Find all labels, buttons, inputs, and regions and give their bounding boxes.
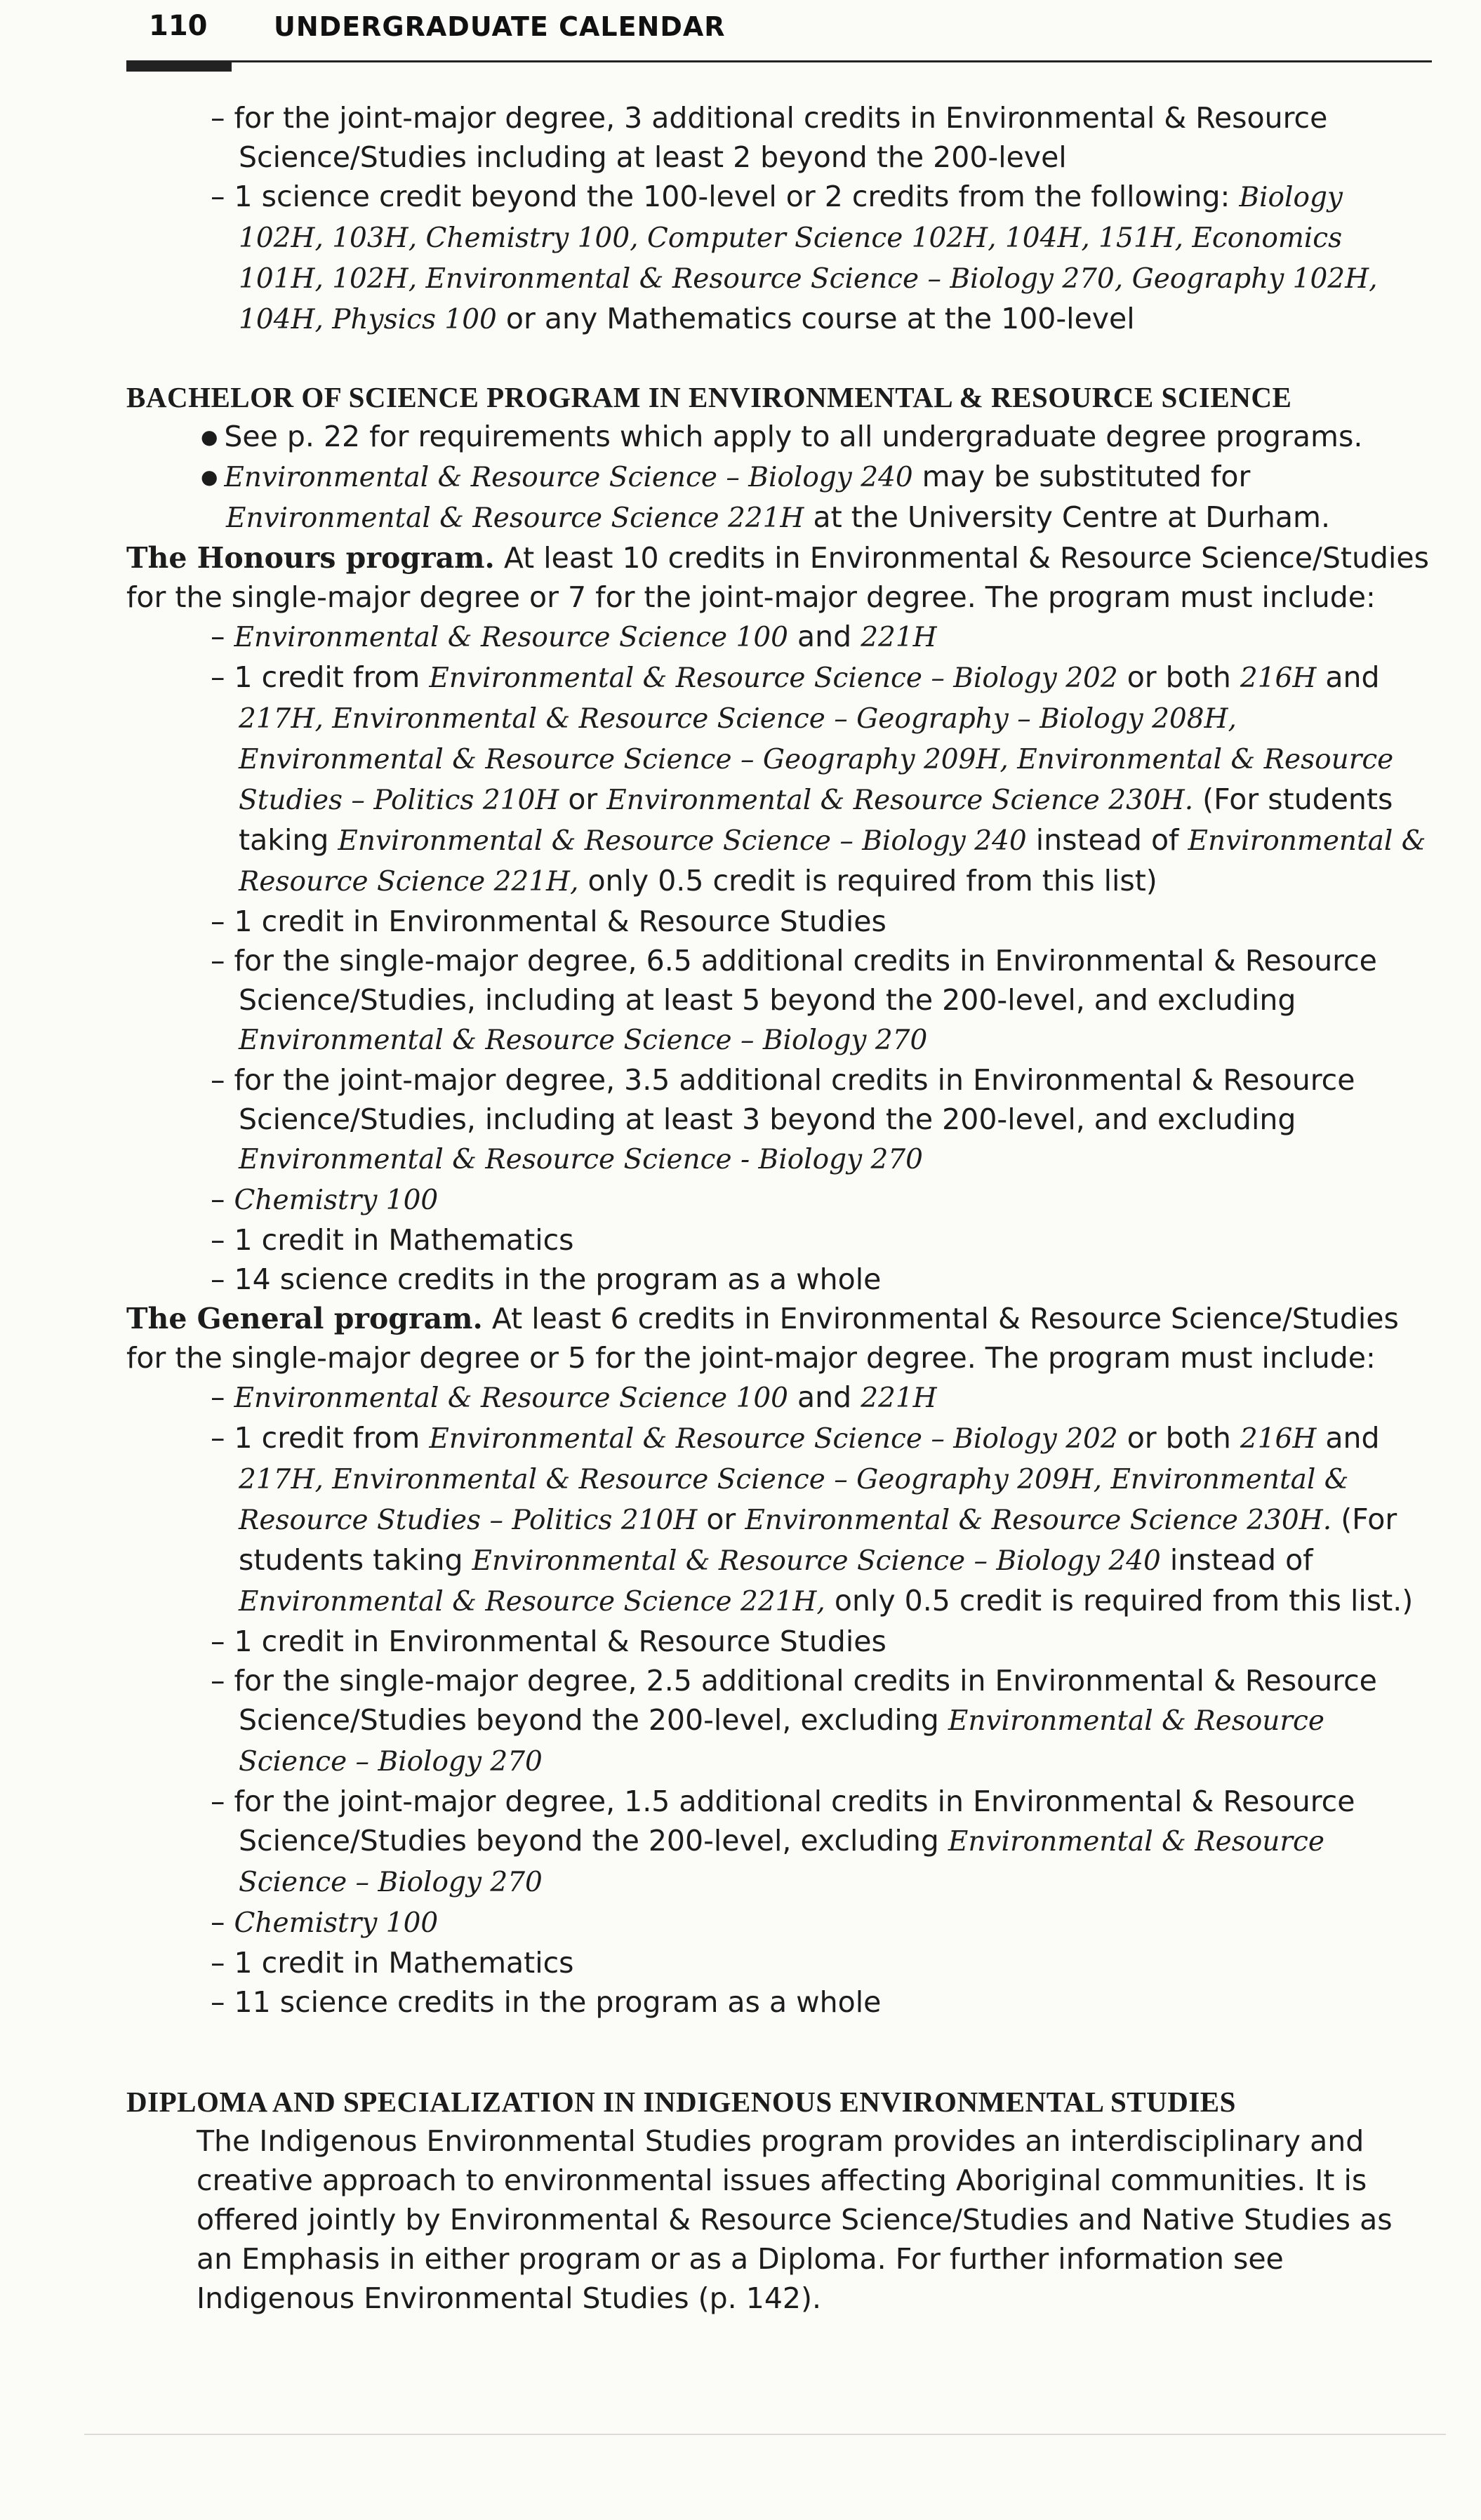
course-ref: Biology 102H, 103H, Chemistry 100, Computer Science 102H, 104H, 151H, Economics 101H, 102H, Environmental & Resource Science – Biology 270, Geography 102H, 104H, Physics 100	[239, 182, 1378, 335]
honours-intro	[126, 538, 1432, 617]
honours-requirement-list	[126, 617, 1432, 1299]
course-ref: Environmental & Resource Science 100	[234, 1382, 788, 1414]
text-run: or	[697, 1502, 745, 1536]
list-item	[126, 1260, 1432, 1299]
course-ref: 217H, Environmental & Resource Science – Geography – Biology 208H, Environmental & Resource Science – Geography 209H, Environmental & Resource Studies – Politics 210H	[239, 703, 1394, 816]
course-ref: Environmental & Resource Science 221H	[226, 502, 804, 534]
bsc-bullet-list	[126, 417, 1432, 538]
intro-requirement-list	[126, 98, 1432, 340]
text-run: or any Mathematics course at the 100-level	[496, 302, 1135, 335]
bullet-marker: ●	[201, 465, 225, 488]
list-item	[126, 1982, 1432, 2022]
general-intro	[126, 1299, 1432, 1378]
course-ref: Environmental & Resource Science – Biology 202	[429, 1423, 1118, 1455]
course-ref: Chemistry 100	[234, 1907, 439, 1939]
list-item	[126, 1180, 1432, 1220]
course-ref: Environmental & Resource Science – Biology 240	[224, 462, 913, 493]
text-run: and	[1316, 1421, 1380, 1455]
list-item	[126, 1622, 1432, 1661]
running-title: UNDERGRADUATE CALENDAR	[274, 11, 726, 42]
course-ref: Environmental & Resource Science – Biology 270	[239, 1705, 1324, 1778]
general-text: At least 6 credits in Environmental & Resource Science/Studies for the single-major degree or 5 for the joint-major degree. The program must include:	[126, 1302, 1399, 1375]
page-content	[126, 98, 1432, 2318]
dash-marker: –	[211, 1380, 234, 1414]
course-ref: Environmental & Resource Science 221H,	[239, 1586, 825, 1618]
list-item	[126, 1378, 1432, 1418]
text-run: only 0.5 credit is required from this list.)	[825, 1584, 1414, 1618]
text-run: 1 credit in Mathematics	[234, 1946, 574, 1980]
course-ref: 221H	[861, 622, 937, 653]
dash-marker: –	[211, 1223, 234, 1257]
dash-marker: –	[211, 101, 234, 135]
list-item	[126, 1418, 1432, 1622]
list-item	[126, 658, 1432, 902]
course-ref: Environmental & Resource Science – Biology 240	[338, 825, 1027, 857]
list-item	[126, 1943, 1432, 1982]
text-run: 1 credit from	[234, 660, 430, 694]
list-item	[126, 902, 1432, 941]
text-run: 1 science credit beyond the 100-level or 2 credits from the following:	[234, 180, 1240, 213]
text-run: 1 credit in Environmental & Resource Studies	[234, 1625, 886, 1658]
page-number: 110	[149, 10, 208, 42]
dash-marker: –	[211, 1946, 234, 1980]
list-item	[126, 1782, 1432, 1902]
course-ref: Environmental & Resource Science – Biology 270	[239, 1025, 928, 1056]
text-run: 1 credit from	[234, 1421, 430, 1455]
dash-marker: –	[211, 620, 234, 653]
dash-marker: –	[211, 944, 234, 978]
dash-marker: –	[211, 660, 234, 694]
text-run: or both	[1117, 1421, 1240, 1455]
text-run: for the single-major degree, 6.5 additional credits in Environmental & Resource Science/Studies, including at least 5 beyond the 200-level, and excluding	[234, 944, 1377, 1017]
course-ref: Environmental & Resource Science – Biology 240	[472, 1545, 1161, 1577]
dash-marker: –	[211, 1262, 234, 1296]
diploma-paragraph: The Indigenous Environmental Studies program provides an interdisciplinary and creative approach to environmental issues affecting Aboriginal communities. It is offered jointly by Environmental & Resource Science/Studies and Native Studies as an Emphasis in either program or as a Diploma. For further information see Indigenous Environmental Studies (p. 142).	[197, 2124, 1393, 2315]
course-ref: 216H	[1240, 1423, 1317, 1455]
diploma-heading: DIPLOMA AND SPECIALIZATION IN INDIGENOUS ENVIRONMENTAL STUDIES	[126, 2086, 1236, 2118]
course-ref: Environmental & Resource Science - Biology 270	[239, 1144, 923, 1175]
bullet-item	[126, 417, 1432, 457]
dash-marker: –	[211, 180, 234, 213]
list-item	[126, 1060, 1432, 1180]
honours-text: At least 10 credits in Environmental & Resource Science/Studies for the single-major degree or 7 for the joint-major degree. The program must include:	[126, 541, 1429, 614]
course-ref: Environmental & Resource Science 221H,	[239, 825, 1426, 898]
text-run: and	[788, 620, 861, 653]
text-run: for the joint-major degree, 3 additional credits in Environmental & Resource Science/Studies including at least 2 beyond the 200-level	[234, 101, 1328, 174]
dash-marker: –	[211, 1905, 234, 1939]
dash-marker: –	[211, 1785, 234, 1818]
course-ref: Environmental & Resource Science 100	[234, 622, 788, 653]
text-run: and	[1316, 660, 1380, 694]
text-run: See p. 22 for requirements which apply to all undergraduate degree programs.	[224, 420, 1363, 453]
text-run: or both	[1117, 660, 1240, 694]
text-run: instead of	[1160, 1543, 1313, 1577]
text-run: for the joint-major degree, 1.5 additional credits in Environmental & Resource Science/Studies beyond the 200-level, excluding	[234, 1785, 1355, 1858]
course-ref: Chemistry 100	[234, 1185, 439, 1216]
list-item	[126, 1661, 1432, 1782]
header-bar	[126, 60, 232, 72]
page-bottom-edge	[84, 2434, 1446, 2435]
bullet-marker: ●	[201, 425, 225, 448]
header-rule	[126, 60, 1432, 62]
course-ref: Environmental & Resource Science 230H.	[745, 1505, 1332, 1536]
dash-marker: –	[211, 1421, 234, 1455]
text-run: 1 credit in Environmental & Resource Studies	[234, 905, 886, 938]
bullet-item	[126, 457, 1432, 538]
text-run: (For students taking	[239, 782, 1393, 857]
text-run: for the joint-major degree, 3.5 additional credits in Environmental & Resource Science/Studies, including at least 3 beyond the 200-level, and excluding	[234, 1063, 1355, 1136]
text-run: instead of	[1026, 823, 1188, 857]
text-run: only 0.5 credit is required from this list)	[578, 864, 1157, 898]
dash-marker: –	[211, 1985, 234, 2019]
page-header	[126, 0, 1432, 70]
course-ref: Environmental & Resource Science 230H.	[606, 785, 1194, 816]
dash-marker: –	[211, 1664, 234, 1698]
dash-marker: –	[211, 905, 234, 938]
course-ref: 217H, Environmental & Resource Science – Geography 209H, Environmental & Resource Studies – Politics 210H	[239, 1464, 1349, 1536]
text-run: (For students taking	[239, 1502, 1397, 1577]
course-ref: Environmental & Resource Science – Biology 270	[239, 1826, 1324, 1898]
text-run: 11 science credits in the program as a whole	[234, 1985, 882, 2019]
list-item	[126, 98, 1432, 177]
general-requirement-list	[126, 1378, 1432, 2022]
course-ref: 221H	[861, 1382, 937, 1414]
list-item	[126, 1220, 1432, 1260]
text-run: and	[788, 1380, 861, 1414]
text-run: may be substituted for	[912, 460, 1251, 493]
text-run: at the University Centre at Durham.	[804, 500, 1331, 534]
general-lead: The General program.	[126, 1302, 483, 1335]
text-run: 14 science credits in the program as a whole	[234, 1262, 882, 1296]
text-run: 1 credit in Mathematics	[234, 1223, 574, 1257]
text-run: or	[559, 782, 607, 816]
list-item	[126, 1902, 1432, 1943]
list-item	[126, 941, 1432, 1060]
dash-marker: –	[211, 1625, 234, 1658]
dash-marker: –	[211, 1182, 234, 1216]
course-ref: Environmental & Resource Science – Biology 202	[429, 662, 1118, 694]
honours-lead: The Honours program.	[126, 541, 495, 575]
list-item	[126, 617, 1432, 658]
list-item	[126, 177, 1432, 340]
bsc-heading: BACHELOR OF SCIENCE PROGRAM IN ENVIRONMENTAL & RESOURCE SCIENCE	[126, 381, 1292, 413]
text-run: for the single-major degree, 2.5 additional credits in Environmental & Resource Science/Studies beyond the 200-level, excluding	[234, 1664, 1377, 1737]
dash-marker: –	[211, 1063, 234, 1097]
course-ref: 216H	[1240, 662, 1317, 694]
